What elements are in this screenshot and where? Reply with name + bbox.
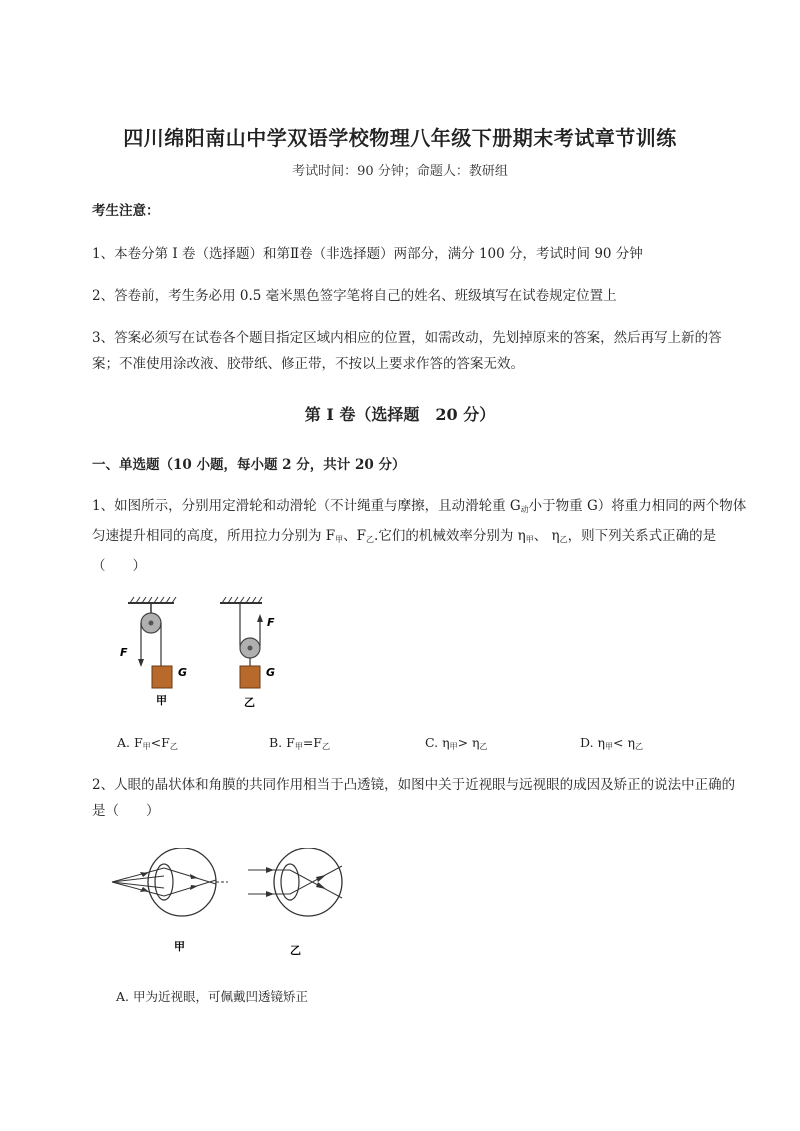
q1-option-d-sub1: 甲 [605,742,614,751]
q1-option-d[interactable] [580,735,643,752]
q1-option-b-mid: =F [302,735,322,750]
exam-info: 考试时间：90 分钟；命题人：教研组 [292,164,508,179]
part-heading: 一、单选题（10 小题，每小题 2 分，共计 20 分） [92,457,406,473]
q1-text-c: .它们的机械效率分别为 η [374,528,526,544]
q1-option-d-sub2: 乙 [634,742,643,751]
q1-option-a-mid: <F [150,735,170,750]
q1-option-d-prefix: D. η [580,735,606,750]
q1-option-b-sub2: 乙 [321,742,330,751]
label-f-yi: F [267,616,275,629]
eye-caption-yi: 乙 [290,944,301,957]
q1-option-c-mid: > η [457,735,480,750]
q1-option-a[interactable] [117,735,178,752]
fixed-pulley-diagram [128,597,176,688]
notice-item-1: 1、本卷分第 I 卷（选择题）和第Ⅱ卷（非选择题）两部分，满分 100 分，考试时间 90 分钟 [92,246,643,262]
notice-item-3: 3、答案必须写在试卷各个题目指定区域内相应的位置，如需改动，先划掉原来的答案，然后再写上新的答案；不准使用涂改液、胶带纸、修正带，不按以上要求作答的答案无效。 [92,330,722,372]
notice-item-2: 2、答卷前，考生务必用 0.5 毫米黑色签字笔将自己的姓名、班级填写在试卷规定位置上 [92,288,617,304]
q1-text-a: 1、如图所示，分别用定滑轮和动滑轮（不计绳重与摩擦，且动滑轮重 G [92,498,521,514]
notice-heading: 考生注意： [92,203,160,219]
q1-option-c-sub2: 乙 [479,742,488,751]
page-title: 四川绵阳南山中学双语学校物理八年级下册期末考试章节训练 [123,126,677,150]
q1-option-a-sub1: 甲 [142,742,151,751]
label-f-jia: F [120,646,128,659]
q1-option-b-sub1: 甲 [294,742,303,751]
q1-option-c-prefix: C. η [425,735,450,750]
q1-option-c[interactable] [425,735,488,752]
q1-text-d: ，则下列关系式正确的是（ ） [92,528,717,574]
q1-option-b[interactable] [269,735,330,752]
label-g-jia: G [178,666,188,679]
q1-sub-yi: 乙 [366,535,375,544]
q1-sub-yi-2: 乙 [559,535,568,544]
movable-pulley-diagram [220,597,263,688]
q1-option-a-prefix: A. F [117,735,143,750]
caption-jia: 甲 [156,694,167,707]
section-title: 第 I 卷（选择题 20 分） [304,405,496,424]
q1-sep: 、F [343,528,367,544]
q1-sub-jia-2: 甲 [525,535,534,544]
eye-figure [108,848,368,960]
question-1-text [92,493,748,579]
q1-option-b-prefix: B. F [269,735,295,750]
q1-option-a-sub2: 乙 [169,742,178,751]
pulley-figure [112,592,282,710]
eye-diagram-jia [112,848,228,916]
q1-sub-jia: 甲 [335,535,344,544]
q1-option-d-mid: < η [613,735,635,750]
q1-option-c-sub1: 甲 [449,742,458,751]
caption-yi: 乙 [244,696,255,709]
q1-sep2: 、 η [533,528,560,544]
eye-diagram-yi [248,848,342,916]
label-g-yi: G [266,666,276,679]
q1-text-b: 小于物重 G）将重力相同的两个物体匀速提升相同的高度，所用拉力分别为 F [92,498,747,544]
eye-caption-jia: 甲 [174,940,185,953]
q1-sub-dong: 动 [520,505,529,514]
question-2-text: 2、人眼的晶状体和角膜的共同作用相当于凸透镜，如图中关于近视眼与远视眼的成因及矫正的说法中正确的是（ ） [92,777,736,819]
q2-option-a[interactable]: A. 甲为近视眼，可佩戴凹透镜矫正 [116,989,308,1004]
